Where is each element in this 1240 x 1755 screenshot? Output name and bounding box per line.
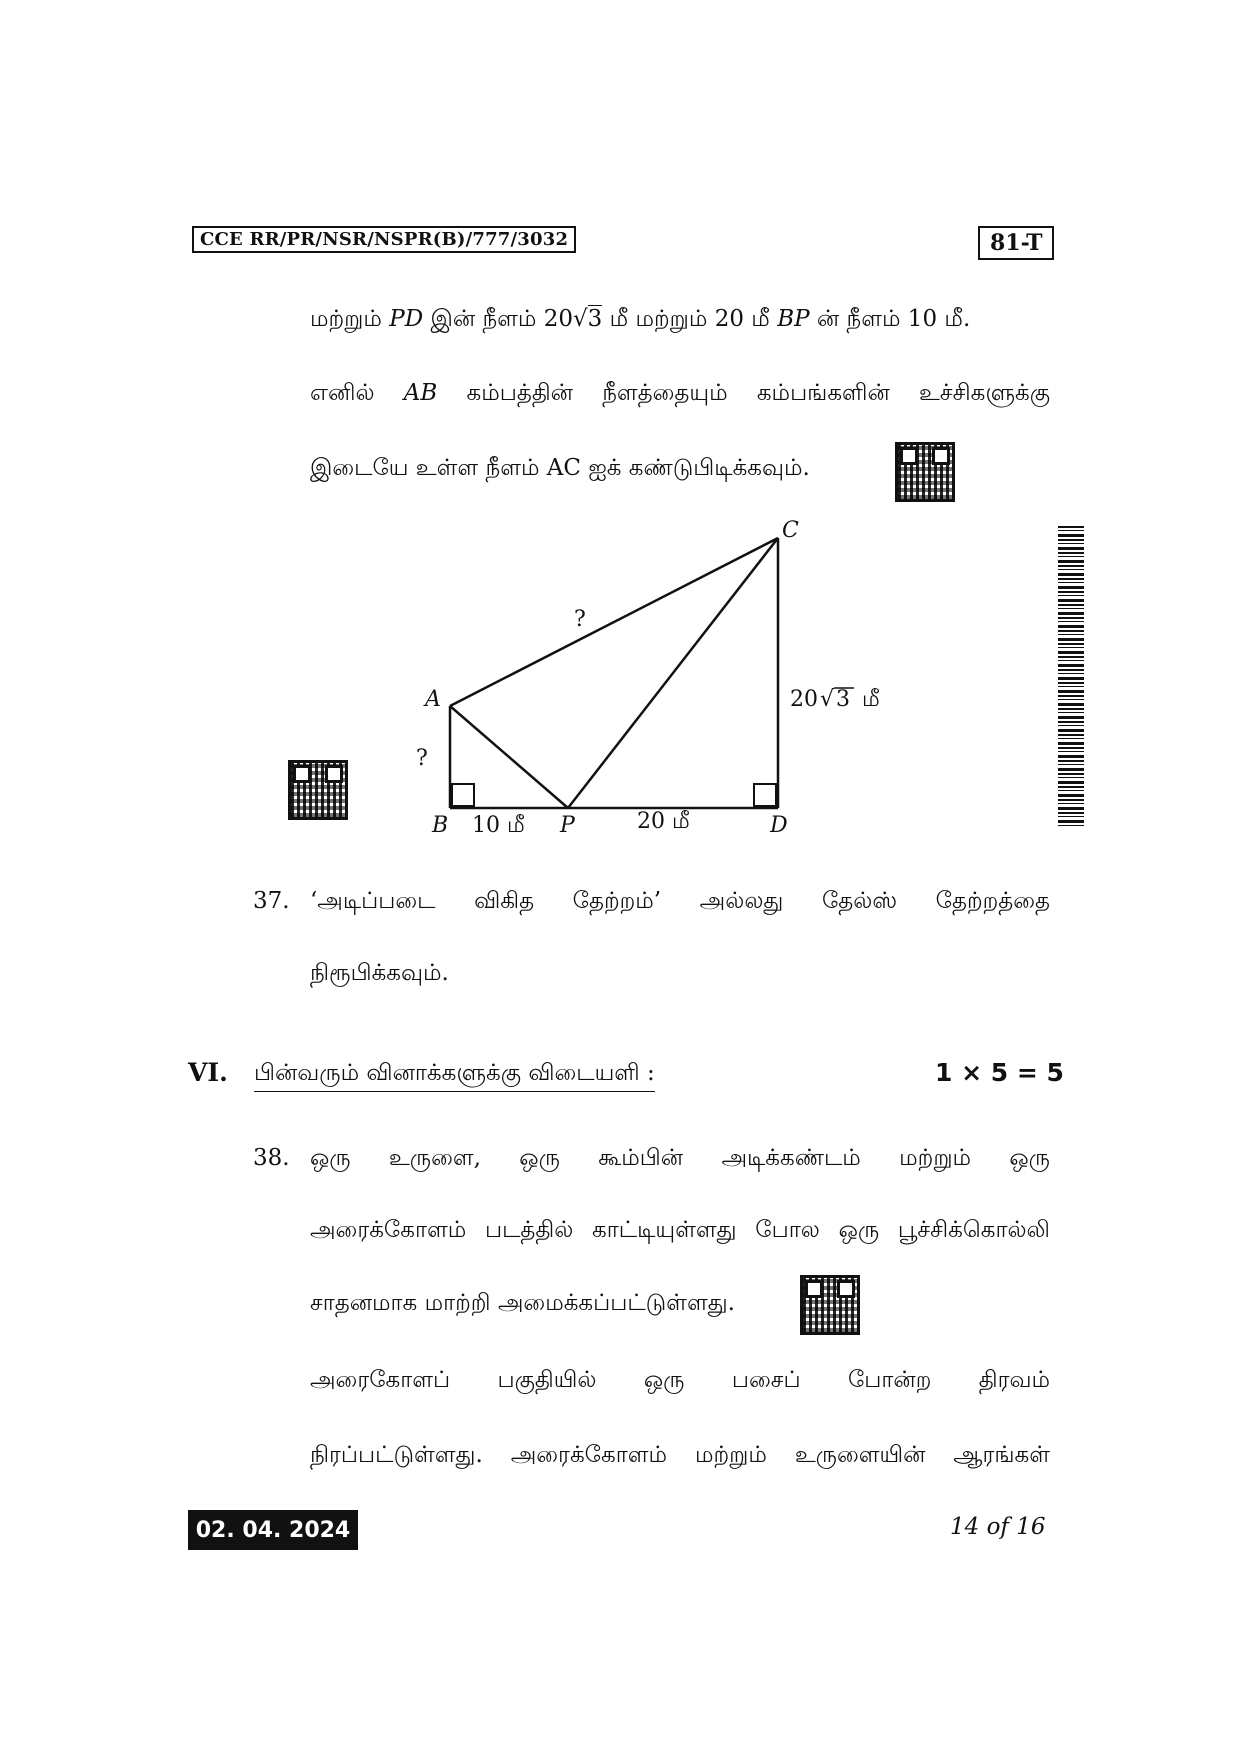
q37-line-2: நிரூபிக்கவும். bbox=[310, 960, 449, 986]
q38-line-5: நிரப்பட்டுள்ளது. அரைக்கோளம் மற்றும் உருளையின் ஆரங்கள் bbox=[310, 1442, 1050, 1468]
q36-text: மீ மற்றும் 20 மீ bbox=[602, 306, 778, 332]
segment-ac bbox=[450, 538, 778, 706]
exam-date-badge: 02. 04. 2024 bbox=[188, 1510, 358, 1550]
cd-length-prefix: 20 bbox=[790, 687, 818, 712]
q36-text: இன் நீளம் 20 bbox=[423, 306, 574, 332]
segment-ab: AB bbox=[403, 380, 438, 406]
q38-line-4: அரைகோளப் பகுதியில் ஒரு பசைப் போன்ற திரவம் bbox=[310, 1367, 1050, 1393]
section-marks: 1 × 5 = 5 bbox=[935, 1058, 1064, 1087]
q38-line-1: ஒரு உருளை, ஒரு கூம்பின் அடிக்கண்டம் மற்றும் ஒரு bbox=[310, 1145, 1050, 1171]
unknown-ab-label: ? bbox=[416, 746, 428, 771]
label-p: P bbox=[560, 813, 575, 838]
q36-text: எனில் bbox=[310, 380, 404, 406]
q38-line-3: சாதனமாக மாற்றி அமைக்கப்பட்டுள்ளது. bbox=[310, 1290, 735, 1316]
segment-pd: PD bbox=[389, 306, 424, 332]
unknown-ac-label: ? bbox=[574, 607, 586, 632]
set-code-label: 81-T bbox=[978, 226, 1054, 260]
pd-length-label: 20 மீ bbox=[637, 809, 690, 834]
right-angle-b bbox=[452, 784, 474, 806]
section-title: பின்வரும் வினாக்களுக்கு விடையளி : bbox=[254, 1060, 655, 1092]
cd-length-radicand: 3 bbox=[836, 687, 850, 712]
bp-length-label: 10 மீ bbox=[472, 813, 525, 838]
right-angle-d bbox=[754, 784, 776, 806]
q36-text: ன் நீளம் 10 மீ. bbox=[809, 306, 971, 332]
segment-cp bbox=[568, 538, 778, 808]
sqrt-symbol: √ bbox=[573, 306, 588, 332]
label-a: A bbox=[425, 687, 441, 712]
q37-line-1: ‘அடிப்படை விகித தேற்றம்’ அல்லது தேல்ஸ் தேற்றத்தை bbox=[310, 888, 1050, 914]
q38-line-2: அரைக்கோளம் படத்தில் காட்டியுள்ளது போல ஒரு பூச்சிக்கொல்லி bbox=[310, 1217, 1050, 1243]
segment-bp: BP bbox=[777, 306, 810, 332]
label-c: C bbox=[782, 518, 799, 543]
section-numeral: VI. bbox=[188, 1058, 228, 1087]
sqrt-symbol: √ bbox=[820, 687, 835, 712]
cd-length-unit: மீ bbox=[862, 687, 880, 712]
q38-number: 38. bbox=[253, 1145, 290, 1171]
exam-code-label: CCE RR/PR/NSR/NSPR(B)/777/3032 bbox=[192, 226, 576, 253]
qr-code-icon bbox=[800, 1275, 860, 1335]
q36-text: கம்பத்தின் நீளத்தையும் கம்பங்களின் உச்சிகளுக்கு bbox=[437, 380, 1051, 406]
q36-line-3: இடையே உள்ள நீளம் AC ஐக் கண்டுபிடிக்கவும். bbox=[310, 455, 810, 481]
q37-number: 37. bbox=[253, 888, 290, 914]
sqrt-radicand: 3 bbox=[587, 306, 603, 332]
q36-text: மற்றும் bbox=[310, 306, 390, 332]
segment-ap bbox=[450, 706, 568, 808]
label-b: B bbox=[432, 813, 449, 838]
label-d: D bbox=[770, 813, 788, 838]
page-number: 14 of 16 bbox=[950, 1514, 1046, 1540]
